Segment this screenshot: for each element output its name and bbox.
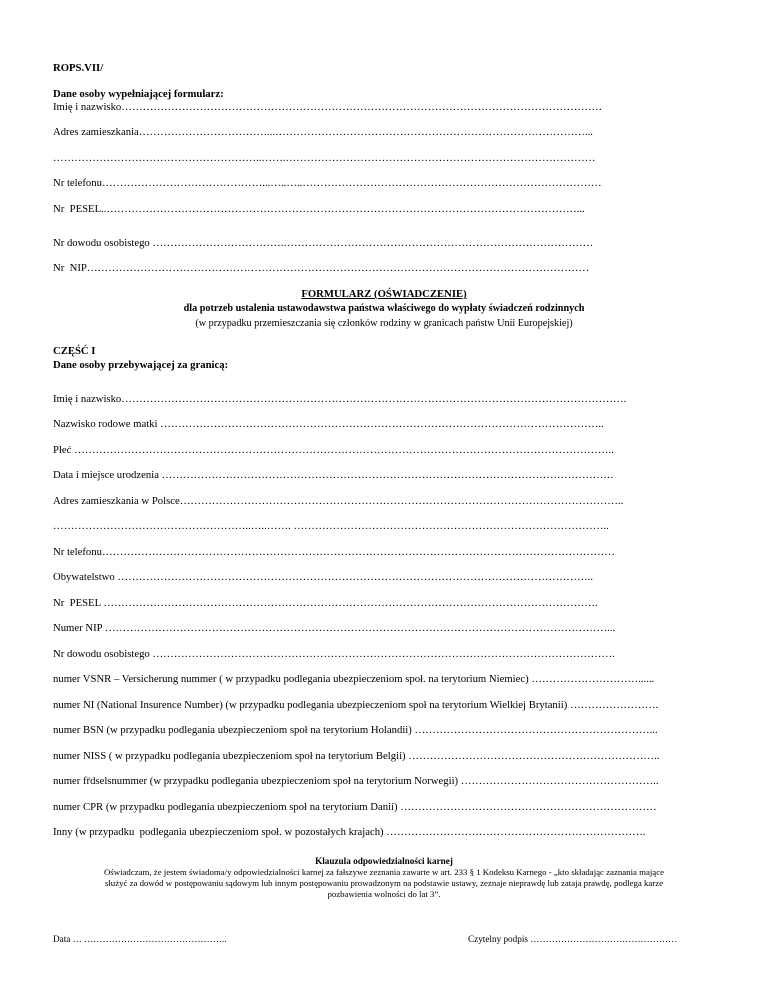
part1-field[interactable]: Nr PESEL ………………………………………………………………………………………………………………………….: [53, 597, 598, 609]
part1-field[interactable]: Imię i nazwisko…………………………………………………………………………………………………………………………….: [53, 393, 627, 405]
filler-heading: Dane osoby wypełniającej formularz:: [53, 88, 224, 100]
reference-number: ROPS.VII/: [53, 62, 104, 74]
date-field[interactable]: Data … ………………………………………..: [53, 934, 227, 944]
part1-field[interactable]: numer NISS ( w przypadku podlegania ubezpieczeniom społ na terytorium Belgii) ……………………………………………………………..: [53, 750, 660, 762]
part1-field[interactable]: numer VSNR – Versicherung nummer ( w przypadku podlegania ubezpieczeniom społ. na terytorium Niemiec) …………………………......: [53, 673, 655, 685]
form-subtitle: [0, 302, 768, 315]
part1-field[interactable]: Obywatelstwo ……………………………………………………………………………………………………………………..: [53, 571, 594, 583]
part1-field[interactable]: numer CPR (w przypadku podlegania ubezpieczeniom społ na terytorium Danii) ………………………………………………………………: [53, 801, 657, 813]
part1-field[interactable]: Nazwisko rodowe matki ……………………………………………………………………………………………………………..: [53, 418, 604, 430]
part1-field[interactable]: Inny (w przypadku podlegania ubezpieczeniom społ. w pozostałych krajach) ……………………………………………………………….: [53, 826, 646, 838]
form-title: [0, 288, 768, 301]
filler-nip-field[interactable]: Nr NIP……………………………………………………………………………………………………………………………: [53, 262, 590, 274]
text-run: Oświadczam, że jestem świadoma/y odpowiedzialności karnej za fałszywe zeznania zawarte w art. 233 § 1 Kodeksu Karnego - „kto składając zaznania mające: [103, 867, 665, 877]
filler-pesel-field[interactable]: Nr PESEL..……………………………………………………………………………………………………………………...: [53, 203, 585, 215]
part1-field[interactable]: Data i miejsce urodzenia ……………………………………………………………………………………………………………….: [53, 469, 614, 481]
text-run: FORMULARZ (OŚWIADCZENIE): [301, 288, 467, 300]
part1-field[interactable]: Płeć ……………………………………………………………………………………………………………………………………..: [53, 444, 614, 456]
filler-name-field[interactable]: Imię i nazwisko………………………………………………………………………………………………………………………: [53, 101, 603, 113]
filler-phone-field[interactable]: Nr telefonu………………………………………...…..…..…………………………………………………………………………: [53, 177, 602, 189]
part1-subheading: Dane osoby przebywającej za granicą:: [53, 359, 229, 371]
text-run: służyć za dowód w postępowaniu sądowym lub innym postępowaniu prowadzonym na podstawie ustawy, zeznaje nieprawdę lub zataja prawdę, podlega karze: [104, 878, 664, 888]
part1-field[interactable]: Nr telefonu………………………………………………………………………………………………………………………………: [53, 546, 615, 558]
part1-field[interactable]: Nr dowodu osobistego ………………………………………………………………………………………………………………….: [53, 648, 615, 660]
part1-field[interactable]: Adres zamieszkania w Polsce……………………………………………………………………………………………………………..: [53, 495, 624, 507]
part1-field[interactable]: numer NI (National Insurence Number) (w przypadku podlegania ubezpieczeniom społ na terytorium Wielkiej Brytanii) …………………….: [53, 699, 659, 711]
part1-field[interactable]: numer fr̈dselsnummer (w przypadku podlegania ubezpieczeniom społ na terytorium Norwegii) ………………………………………………..: [53, 775, 659, 787]
part1-heading: CZĘŚĆ I: [53, 345, 96, 357]
signature-field[interactable]: Czytelny podpis …………………………………………: [468, 934, 678, 944]
text-run: Klauzula odpowiedzialności karnej: [315, 856, 453, 866]
filler-address-field[interactable]: Adres zamieszkania………………………………...……………………………………………………………………………...: [53, 126, 593, 138]
form-note: [0, 317, 768, 330]
text-run: (w przypadku przemieszczania się członków rodziny w granicach państw Unii Europejskiej): [195, 318, 573, 329]
part1-field[interactable]: numer BSN (w przypadku podlegania ubezpieczeniom społ na terytorium Holandii) …………………………………………………………...: [53, 724, 658, 736]
filler-address-continuation-field[interactable]: …………………………………………………..…….……………………………………………………………………………: [53, 152, 596, 164]
part1-field[interactable]: Numer NIP ……………………………………………………………………………………………………………………………...: [53, 622, 616, 634]
part1-field[interactable]: ………………………………………………..…..……. ……………………………………………………………………………..: [53, 520, 609, 532]
clause-text-line: [0, 888, 768, 901]
text-run: dla potrzeb ustalenia ustawodawstwa państwa właściwego do wypłaty świadczeń rodzinnych: [183, 303, 585, 314]
text-run: pozbawienia wolności do lat 3”.: [327, 889, 441, 899]
filler-id-card-field[interactable]: Nr dowodu osobistego ……………………………….……………………………………………………………………………: [53, 237, 594, 249]
